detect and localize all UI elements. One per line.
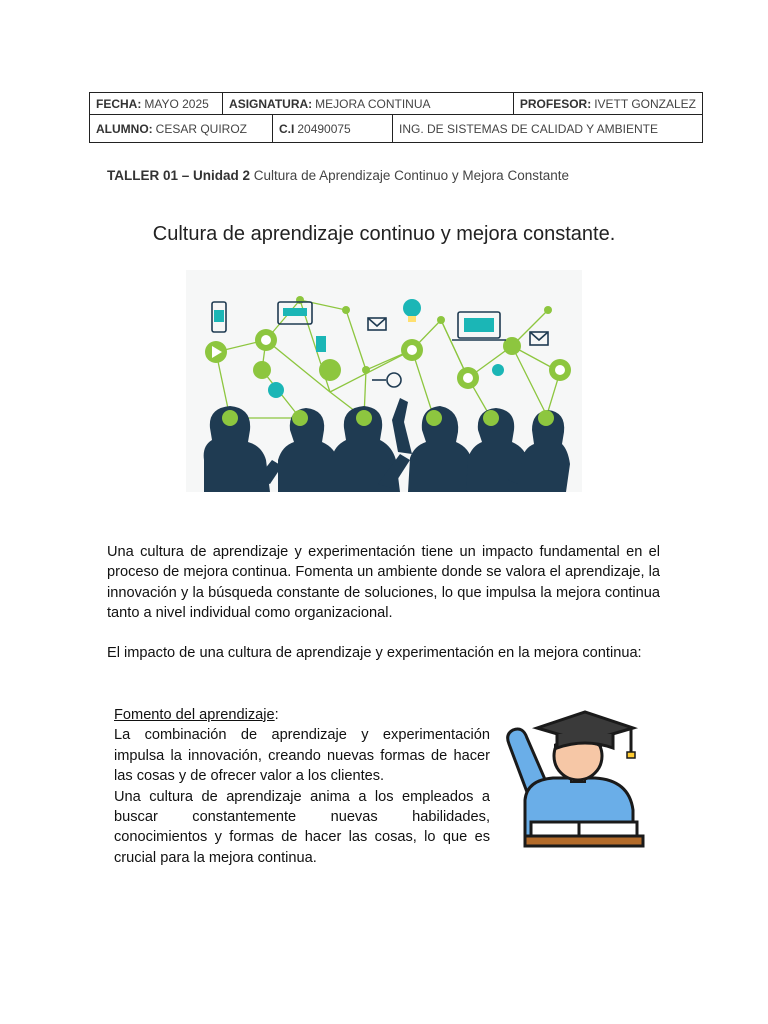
fomento-section xyxy=(114,705,490,868)
asignatura-value: MEJORA CONTINUA xyxy=(315,96,431,111)
asignatura-label: ASIGNATURA: xyxy=(229,96,313,111)
fomento-heading: Fomento del aprendizaje xyxy=(114,707,275,723)
page-title: Cultura de aprendizaje continuo y mejora constante. xyxy=(152,223,616,245)
asignatura-cell xyxy=(222,93,513,114)
fecha-value: MAYO 2025 xyxy=(144,96,209,111)
taller-line xyxy=(107,168,569,183)
learning-network-illustration xyxy=(186,270,582,492)
fecha-cell xyxy=(90,93,222,114)
carrera-cell xyxy=(392,115,702,142)
carrera-value: ING. DE SISTEMAS DE CALIDAD Y AMBIENTE xyxy=(399,121,658,136)
alumno-value: CESAR QUIROZ xyxy=(155,121,247,136)
profesor-cell xyxy=(513,93,702,114)
profesor-label: PROFESOR: xyxy=(519,96,592,111)
ci-label: C.I xyxy=(279,121,295,136)
taller-subtitle: Cultura de Aprendizaje Continuo y Mejora Constante xyxy=(253,168,569,183)
alumno-label: ALUMNO: xyxy=(96,121,153,136)
fecha-label: FECHA: xyxy=(96,96,142,111)
alumno-cell xyxy=(90,115,272,142)
ci-value: 20490075 xyxy=(297,121,351,136)
fomento-paragraph-1: La combinación de aprendizaje y experimentación impulsa la innovación, creando nuevas formas de hacer las cosas y de ofrecer valor a los clientes. xyxy=(114,727,490,785)
fomento-heading-line xyxy=(114,705,490,725)
intro-paragraph: Una cultura de aprendizaje y experimentación tiene un impacto fundamental en el proceso de mejora continua. Fomenta un ambiente donde se valora el aprendizaje, la innovación y la búsqueda constante de soluciones, lo que impulsa la mejora continua tanto a nivel individual como organizacional. xyxy=(107,544,660,622)
fomento-colon: : xyxy=(274,707,279,723)
profesor-value: IVETT GONZALEZ xyxy=(594,96,696,111)
header-row-1 xyxy=(89,92,703,115)
fomento-paragraph-2: Una cultura de aprendizaje anima a los empleados a buscar constantemente nuevas habilidades, conocimientos y formas de hacer las cosas, lo que es crucial para la mejora continua. xyxy=(114,788,490,866)
header-row-2 xyxy=(89,115,703,143)
chart-node-icon xyxy=(319,359,341,381)
ci-cell xyxy=(272,115,392,142)
graduate-student-icon xyxy=(503,708,647,850)
impact-paragraph: El impacto de una cultura de aprendizaje y experimentación en la mejora continua: xyxy=(107,645,642,661)
taller-label: TALLER 01 – Unidad 2 xyxy=(107,168,251,183)
header-table xyxy=(89,92,703,143)
